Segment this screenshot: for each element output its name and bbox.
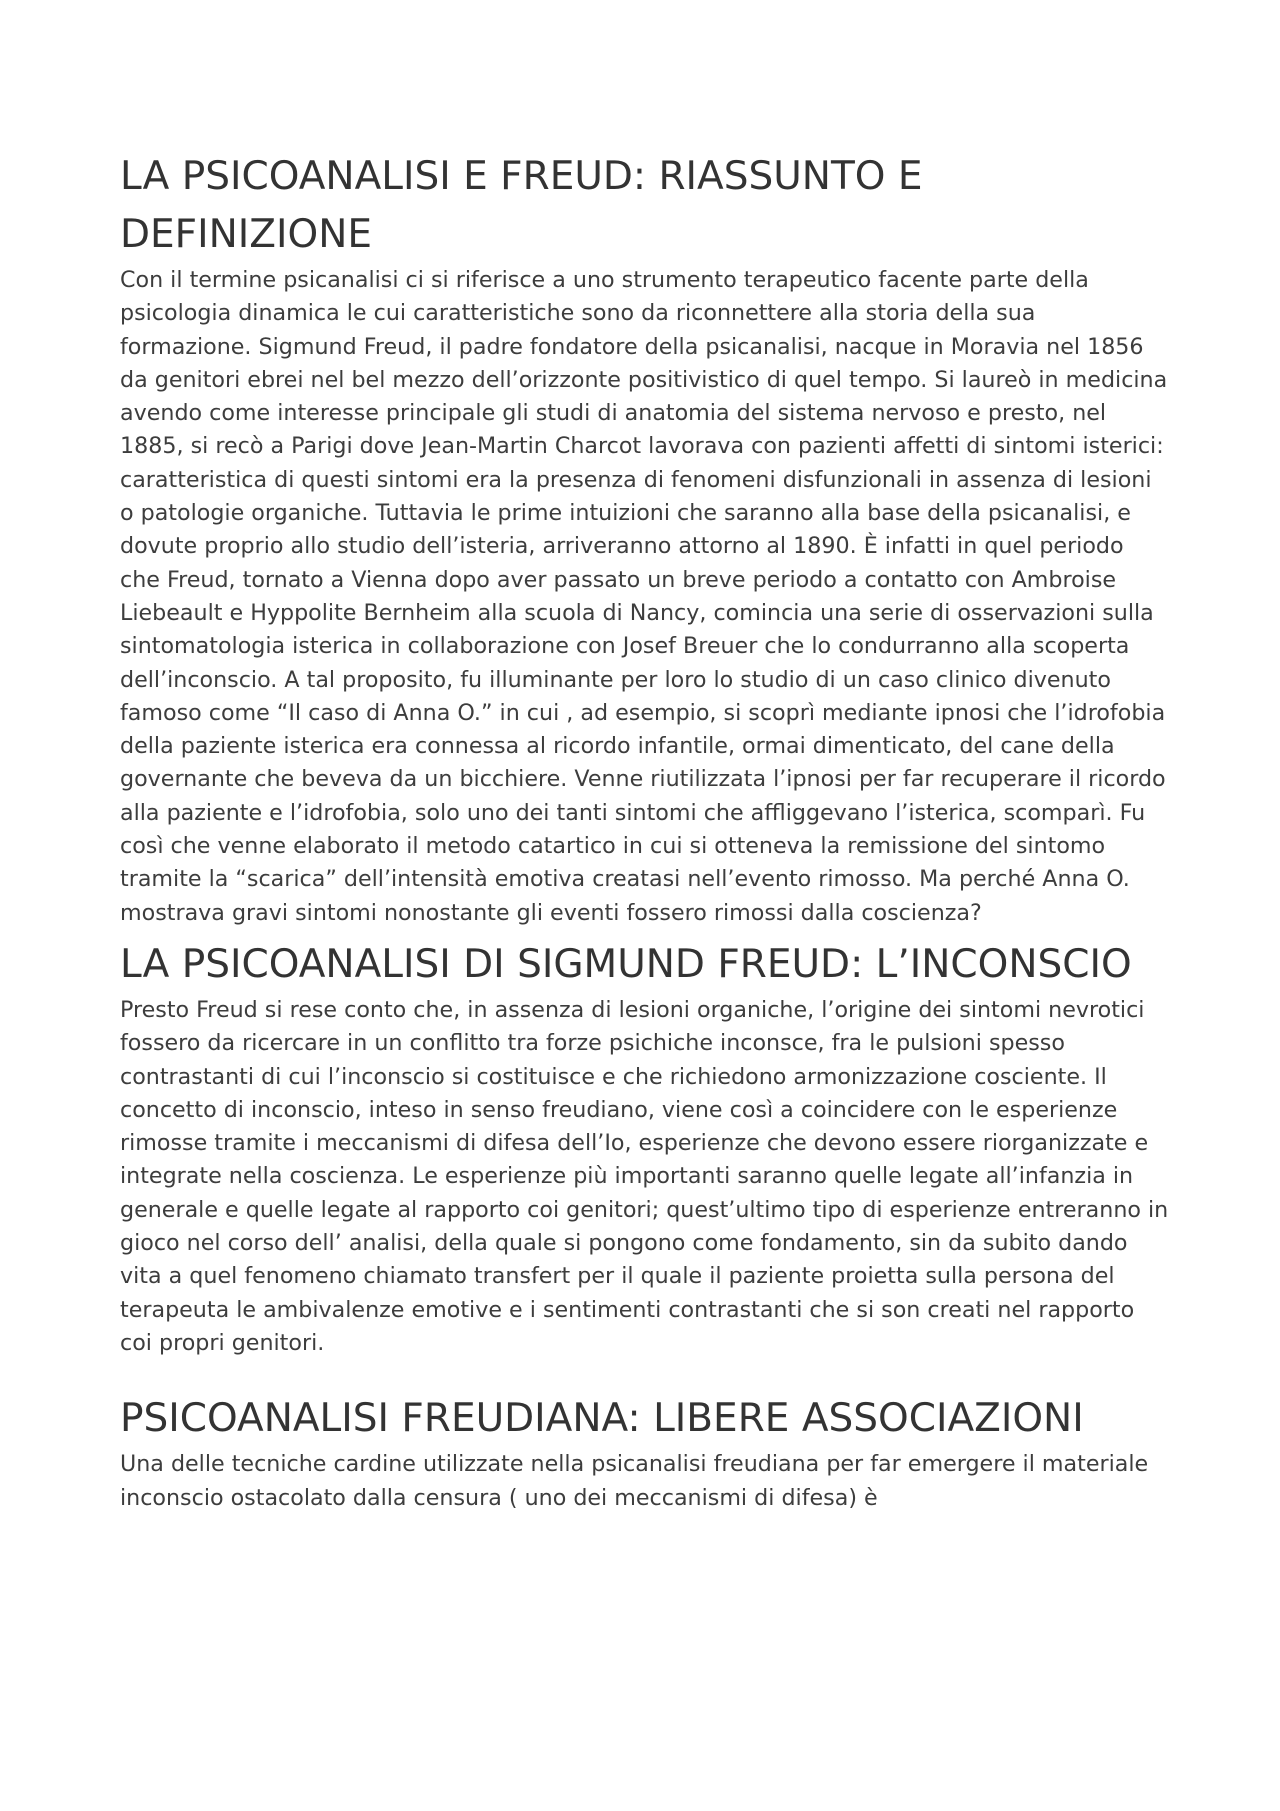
document-body (120, 148, 1170, 1515)
section-paragraph-definizione: Con il termine psicanalisi ci si riferisce a uno strumento terapeutico facente parte della psicologia dinamica le cui caratteristiche sono da riconnettere alla storia della sua formazione. Sigmund Freud, il padre fondatore della psicanalisi, nacque in Moravia nel 1856 da genitori ebrei nel bel mezzo dell’orizzonte positivistico di quel tempo. Si laureò in medicina avendo come interesse principale gli studi di anatomia del sistema nervoso e presto, nel 1885, si recò a Parigi dove Jean-Martin Charcot lavorava con pazienti affetti di sintomi isterici: caratteristica di questi sintomi era la presenza di fenomeni disfunzionali in assenza di lesioni o patologie organiche. Tuttavia le prime intuizioni che saranno alla base della psicanalisi, e dovute proprio allo studio dell’isteria, arriveranno attorno al 1890. È infatti in quel periodo che Freud, tornato a Vienna dopo aver passato un breve periodo a contatto con Ambroise Liebeault e Hyppolite Bernheim alla scuola di Nancy, comincia una serie di osservazioni sulla sintomatologia isterica in collaborazione con Josef Breuer che lo condurranno alla scoperta dell’inconscio. A tal proposito, fu illuminante per loro lo studio di un caso clinico divenuto famoso come “Il caso di Anna O.” in cui , ad esempio, si scoprì mediante ipnosi che l’idrofobia della paziente isterica era connessa al ricordo infantile, ormai dimenticato, del cane della governante che beveva da un bicchiere. Venne riutilizzata l’ipnosi per far recuperare il ricordo alla paziente e l’idrofobia, solo uno dei tanti sintomi che affliggevano l’isterica, scomparì. Fu così che venne elaborato il metodo catartico in cui si otteneva la remissione del sintomo tramite la “scarica” dell’intensità emotiva creatasi nell’evento rimosso. Ma perché Anna O. mostrava gravi sintomi nonostante gli eventi fossero rimossi dalla coscienza? (120, 267, 1168, 926)
section-heading-definizione: LA PSICOANALISI E FREUD: RIASSUNTO E DEFINIZIONE (120, 154, 923, 257)
section-heading-inconscio: LA PSICOANALISI DI SIGMUND FREUD: L’INCONSCIO (120, 941, 1132, 987)
section-gap (120, 1360, 1170, 1390)
section-paragraph-libere-associazioni: Una delle tecniche cardine utilizzate nella psicanalisi freudiana per far emergere il materiale inconscio ostacolato dalla censura ( uno dei meccanismi di difesa) è (120, 1451, 1149, 1511)
section-heading-libere-associazioni: PSICOANALISI FREUDIANA: LIBERE ASSOCIAZIONI (120, 1396, 1084, 1442)
section-paragraph-inconscio: Presto Freud si rese conto che, in assenza di lesioni organiche, l’origine dei sintomi nevrotici fossero da ricercare in un conflitto tra forze psichiche inconsce, fra le pulsioni spesso contrastanti di cui l’inconscio si costituisce e che richiedono armonizzazione cosciente. Il concetto di inconscio, inteso in senso freudiano, viene così a coincidere con le esperienze rimosse tramite i meccanismi di difesa dell’Io, esperienze che devono essere riorganizzate e integrate nella coscienza. Le esperienze più importanti saranno quelle legate all’infanzia in generale e quelle legate al rapporto coi genitori; quest’ultimo tipo di esperienze entreranno in gioco nel corso dell’ analisi, della quale si pongono come fondamento, sin da subito dando vita a quel fenomeno chiamato transfert per il quale il paziente proietta sulla persona del terapeuta le ambivalenze emotive e i sentimenti contrastanti che si son creati nel rapporto coi propri genitori. (120, 996, 1169, 1356)
